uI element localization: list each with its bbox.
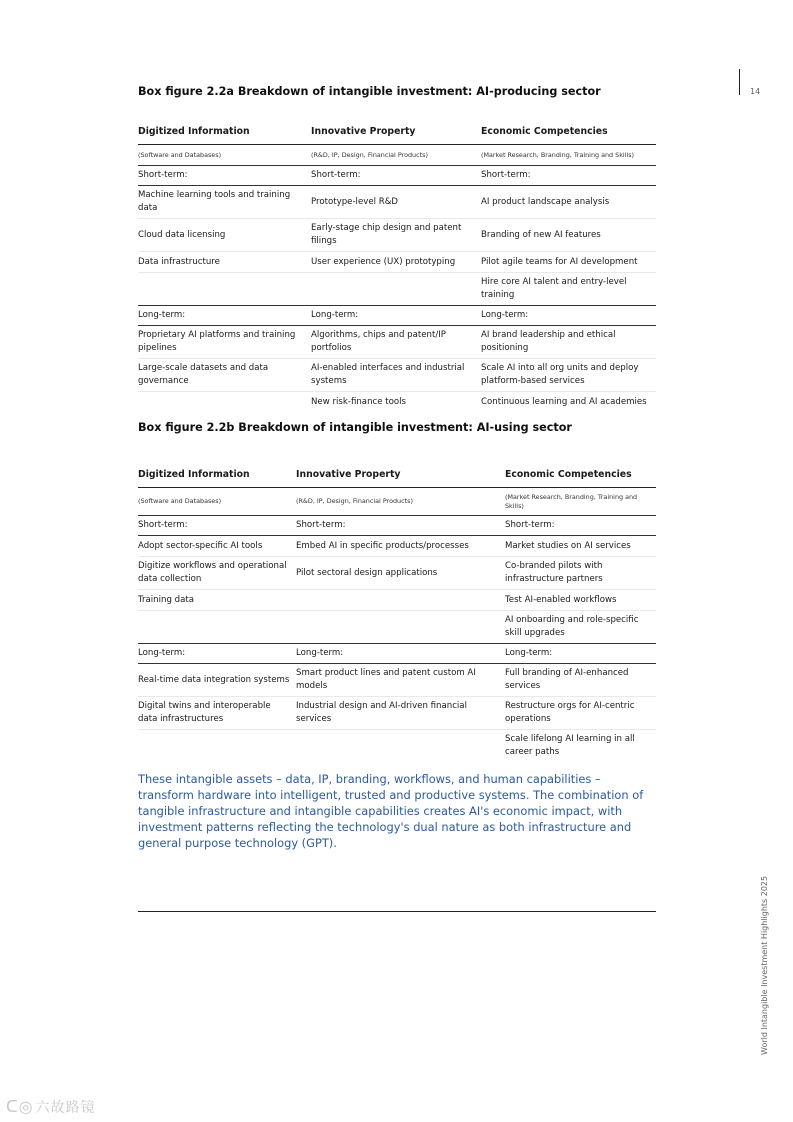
subheader-row xyxy=(138,488,656,516)
table-cell: Machine learning tools and training data xyxy=(138,186,311,219)
publication-side-label: World Intangible Investment Highlights 2025 xyxy=(760,875,769,1055)
section-label: Long-term: xyxy=(311,306,481,326)
column-header: Economic Competencies xyxy=(505,469,632,481)
table-cell: AI brand leadership and ethical positioning xyxy=(481,326,656,359)
table-cell: Pilot sectoral design applications xyxy=(296,557,505,590)
short-term-section-row xyxy=(138,166,656,186)
table-cell: Hire core AI talent and entry-level training xyxy=(481,277,627,300)
table-cell: Restructure orgs for AI-centric operations xyxy=(505,697,656,730)
ai-using-table xyxy=(138,455,656,762)
table-cell: Smart product lines and patent custom AI models xyxy=(296,664,505,697)
table-cell: Branding of new AI features xyxy=(481,219,656,252)
table-cell: Co-branded pilots with infrastructure partners xyxy=(505,557,656,590)
watermark xyxy=(6,1097,96,1117)
footer-rule xyxy=(138,911,656,912)
column-subheader: (Market Research, Branding, Training and Skills) xyxy=(481,145,656,166)
column-subheader: (Software and Databases) xyxy=(138,145,311,166)
table-cell: AI product landscape analysis xyxy=(481,186,656,219)
table-row xyxy=(138,273,656,306)
table-cell xyxy=(138,273,311,306)
table-cell: Digitize workflows and operational data collection xyxy=(138,557,296,590)
header-row xyxy=(138,112,656,145)
column-subheader: (Software and Databases) xyxy=(138,488,296,516)
section-label: Long-term: xyxy=(296,644,505,664)
subheader-row xyxy=(138,145,656,166)
column-subheader: (R&D, IP, Design, Financial Products) xyxy=(296,488,505,516)
table-cell: Embed AI in specific products/processes xyxy=(296,536,505,557)
column-header: Innovative Property xyxy=(296,469,401,481)
table-row xyxy=(138,590,656,611)
table-cell: Digital twins and interoperable data infrastructures xyxy=(138,697,296,730)
ai-producing-table xyxy=(138,112,656,412)
long-term-section-row xyxy=(138,306,656,326)
watermark-text: 六故路镜 xyxy=(35,1100,96,1116)
section-label: Short-term: xyxy=(311,166,481,186)
table-cell xyxy=(296,730,505,763)
column-subheader: (Market Research, Branding, Training and Skills) xyxy=(505,488,656,516)
table-cell: Adopt sector-specific AI tools xyxy=(138,536,296,557)
table-cell xyxy=(138,730,296,763)
table-row xyxy=(138,359,656,392)
table-row xyxy=(138,392,656,413)
page-number-rule xyxy=(739,69,740,95)
table-row xyxy=(138,557,656,590)
table-row xyxy=(138,697,656,730)
column-header: Digitized Information xyxy=(138,126,250,138)
section-label: Long-term: xyxy=(138,306,311,326)
column-header: Digitized Information xyxy=(138,469,250,481)
table-cell xyxy=(296,590,505,611)
table-cell: Test AI-enabled workflows xyxy=(505,590,656,611)
table-row xyxy=(138,252,656,273)
table-cell: Cloud data licensing xyxy=(138,219,311,252)
section-label: Short-term: xyxy=(138,516,296,536)
section-label: Long-term: xyxy=(481,306,656,326)
section-label: Long-term: xyxy=(505,644,656,664)
section-label: Short-term: xyxy=(138,166,311,186)
page-number: 14 xyxy=(750,87,761,96)
column-header: Economic Competencies xyxy=(481,126,608,138)
header-row xyxy=(138,455,656,488)
table-cell xyxy=(296,611,505,644)
table-cell: Algorithms, chips and patent/IP portfolios xyxy=(311,326,481,359)
table-cell: Proprietary AI platforms and training pipelines xyxy=(138,326,311,359)
table-cell: Pilot agile teams for AI development xyxy=(481,252,656,273)
table-cell: Continuous learning and AI academies xyxy=(481,396,647,407)
table-cell: Real-time data integration systems xyxy=(138,664,296,697)
table-cell: AI-enabled interfaces and industrial systems xyxy=(311,359,481,392)
table-cell xyxy=(138,611,296,644)
section-label: Short-term: xyxy=(296,516,505,536)
watermark-logo-icon: ᑕ◎ xyxy=(6,1097,34,1116)
table-cell: Large-scale datasets and data governance xyxy=(138,359,311,392)
table-cell: Scale lifelong AI learning in all career paths xyxy=(505,734,635,757)
summary-paragraph: These intangible assets – data, IP, branding, workflows, and human capabilities – transform hardware into intelligent, trusted and productive systems. The combination of tangible infrastructure and intangible capabilities creates AI's economic impact, with investment patterns reflecting the technology's dual nature as both infrastructure and general purpose technology (GPT). xyxy=(138,772,644,850)
table-cell: AI onboarding and role-specific skill upgrades xyxy=(505,615,639,638)
table-cell: Market studies on AI services xyxy=(505,536,656,557)
table-row xyxy=(138,219,656,252)
section-label: Short-term: xyxy=(505,516,656,536)
column-header: Innovative Property xyxy=(311,126,416,138)
table-cell: Training data xyxy=(138,590,296,611)
table-cell: Early-stage chip design and patent filings xyxy=(311,219,481,252)
long-term-section-row xyxy=(138,644,656,664)
table-row xyxy=(138,326,656,359)
table-cell: New risk-finance tools xyxy=(311,396,407,407)
table-row xyxy=(138,611,656,644)
figure-2-2b-title: Box figure 2.2b Breakdown of intangible investment: AI-using sector xyxy=(138,421,572,434)
table-cell: Full branding of AI-enhanced services xyxy=(505,664,656,697)
figure-2-2a-title: Box figure 2.2a Breakdown of intangible investment: AI-producing sector xyxy=(138,85,601,98)
table-row xyxy=(138,730,656,763)
section-label: Short-term: xyxy=(481,166,656,186)
table-cell xyxy=(138,392,311,413)
table-row xyxy=(138,186,656,219)
table-cell: Industrial design and AI-driven financial services xyxy=(296,697,505,730)
section-label: Long-term: xyxy=(138,644,296,664)
table-cell: Scale AI into all org units and deploy platform-based services xyxy=(481,359,656,392)
table-row xyxy=(138,664,656,697)
short-term-section-row xyxy=(138,516,656,536)
table-row xyxy=(138,536,656,557)
table-cell: Data infrastructure xyxy=(138,252,311,273)
table-cell xyxy=(311,273,481,306)
column-subheader: (R&D, IP, Design, Financial Products) xyxy=(311,145,481,166)
table-cell: User experience (UX) prototyping xyxy=(311,252,481,273)
table-cell: Prototype-level R&D xyxy=(311,186,481,219)
